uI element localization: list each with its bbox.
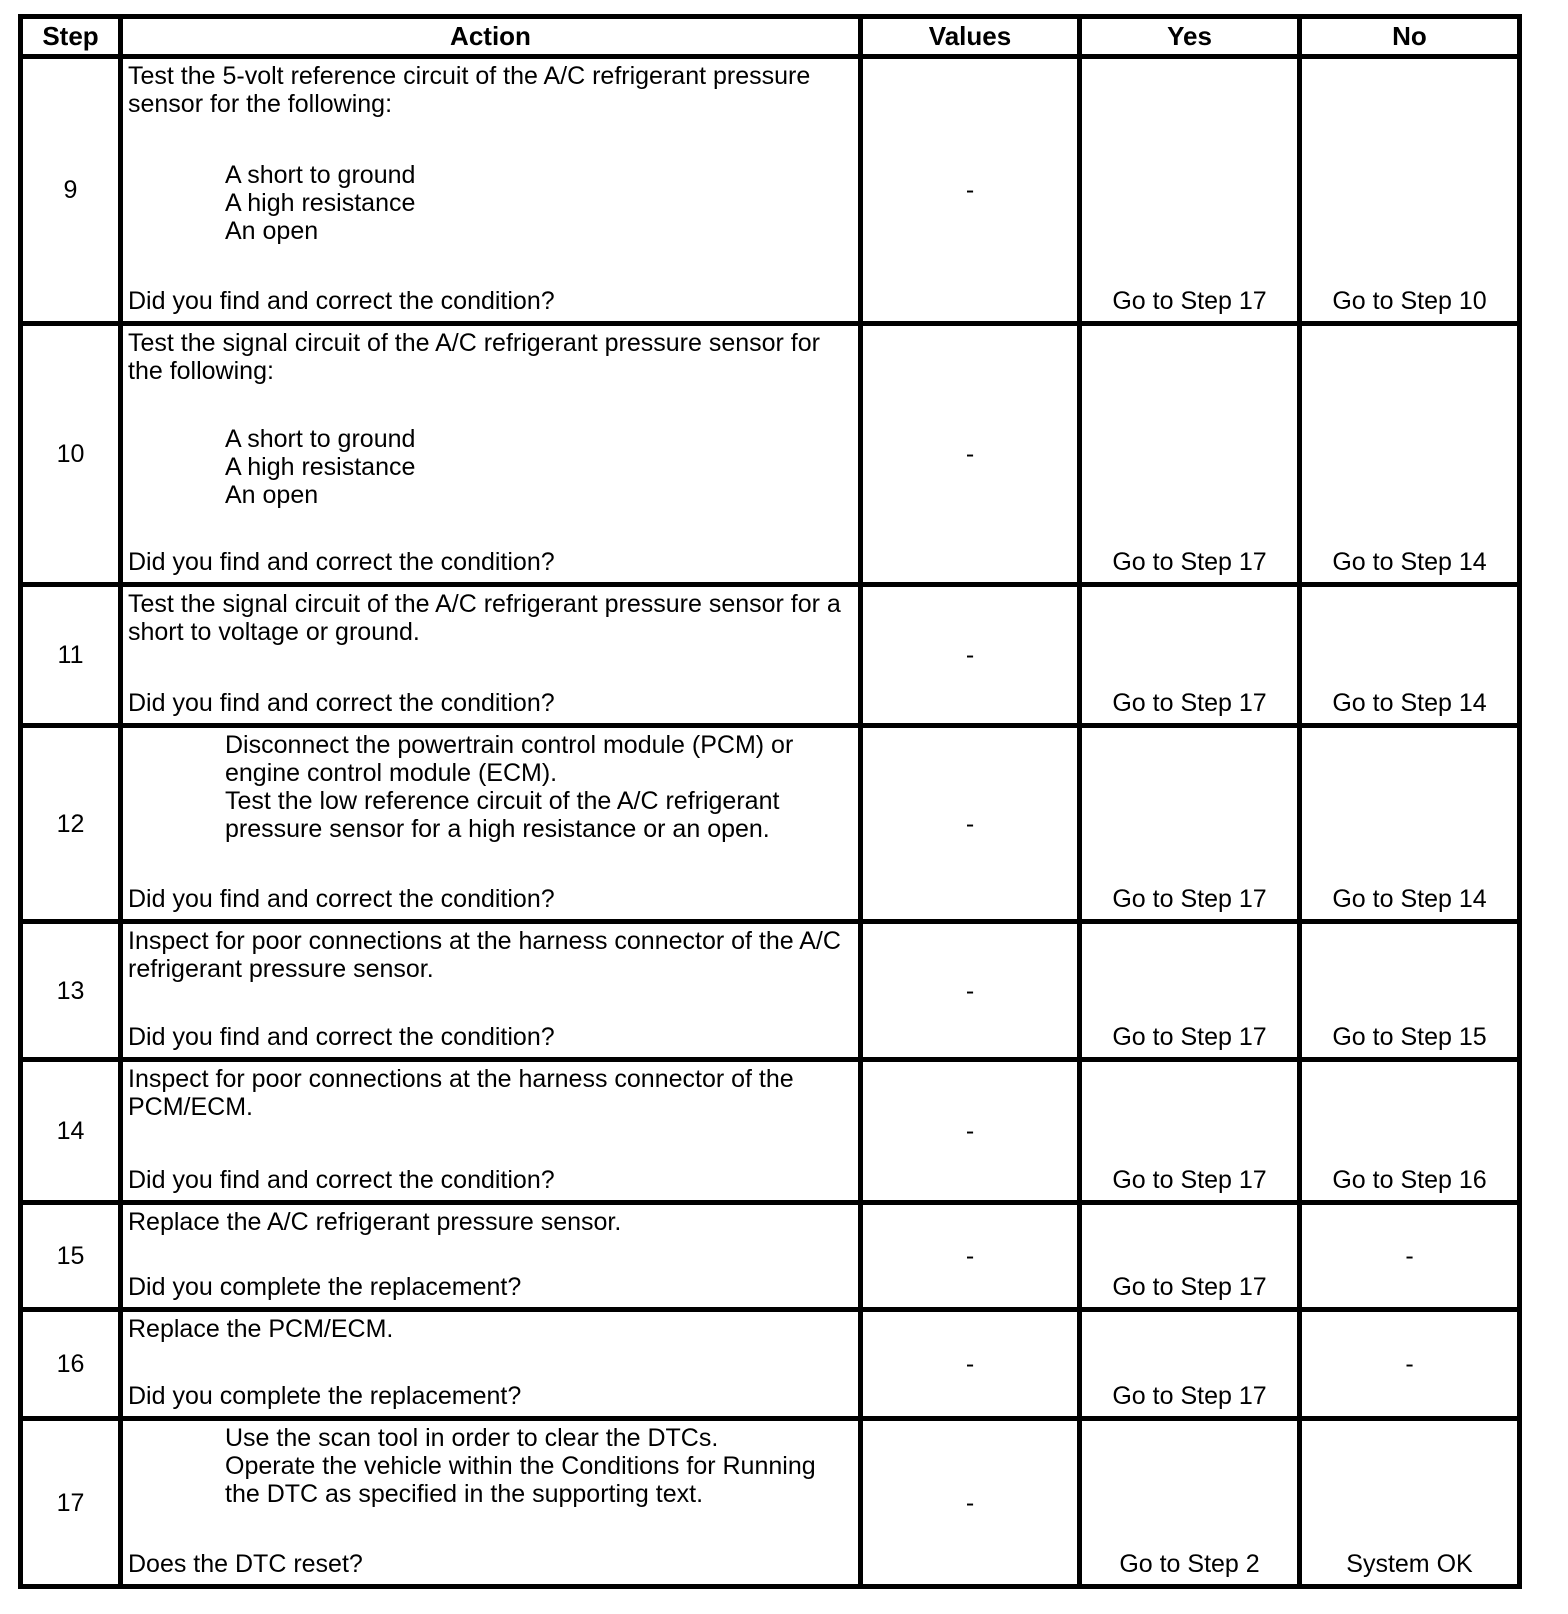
col-header-values: Values <box>861 17 1080 57</box>
action-item-list <box>225 425 415 509</box>
action-question: Did you complete the replacement? <box>128 1273 522 1301</box>
action-cell <box>121 324 861 585</box>
action-content <box>128 731 852 913</box>
action-item: A high resistance <box>225 452 416 481</box>
no-cell: Go to Step 16 <box>1300 1060 1520 1203</box>
action-cell <box>121 1060 861 1203</box>
step-cell <box>21 1203 121 1310</box>
action-intro: Test the signal circuit of the A/C refrigerant pressure sensor for a short to voltage or ground. <box>128 590 841 646</box>
no-cell: Go to Step 14 <box>1300 324 1520 585</box>
action-item: An open <box>225 216 319 245</box>
action-intro: Test the 5-volt reference circuit of the A/C refrigerant pressure sensor for the following: <box>128 62 811 118</box>
no-cell: Go to Step 14 <box>1300 585 1520 726</box>
action-item: A short to ground <box>225 160 416 189</box>
step-number: 13 <box>56 976 85 1005</box>
values-cell: - <box>861 1310 1080 1419</box>
action-item-list <box>225 731 825 843</box>
step-cell <box>21 922 121 1060</box>
action-item: Operate the vehicle within the Conditions for Running the DTC as specified in the supporting text. <box>225 1452 816 1508</box>
action-question: Did you find and correct the condition? <box>128 1166 555 1194</box>
table-row <box>21 1419 1520 1587</box>
table-row <box>21 726 1520 922</box>
col-header-yes: Yes <box>1080 17 1300 57</box>
table-body <box>21 57 1520 1587</box>
action-content <box>128 329 852 576</box>
action-question: Did you find and correct the condition? <box>128 287 555 315</box>
step-number: 9 <box>63 176 78 204</box>
values-cell: - <box>861 726 1080 922</box>
yes-cell: Go to Step 17 <box>1080 726 1300 922</box>
no-cell: - <box>1300 1203 1520 1310</box>
action-intro: Replace the PCM/ECM. <box>128 1315 394 1343</box>
step-number: 16 <box>56 1350 85 1378</box>
step-cell <box>21 1310 121 1419</box>
step-number: 14 <box>56 1117 85 1145</box>
action-item: A short to ground <box>225 424 416 453</box>
step-cell <box>21 324 121 585</box>
action-question: Did you find and correct the condition? <box>128 1023 555 1051</box>
step-cell <box>21 57 121 324</box>
table-row <box>21 1203 1520 1310</box>
table-row <box>21 585 1520 726</box>
yes-cell: Go to Step 17 <box>1080 324 1300 585</box>
col-header-action: Action <box>121 17 861 57</box>
step-cell <box>21 1060 121 1203</box>
no-cell: Go to Step 14 <box>1300 726 1520 922</box>
action-cell <box>121 726 861 922</box>
values-cell: - <box>861 585 1080 726</box>
step-number: 10 <box>56 440 85 468</box>
table-row <box>21 1060 1520 1203</box>
action-question: Did you complete the replacement? <box>128 1382 522 1410</box>
step-cell <box>21 1419 121 1587</box>
yes-cell: Go to Step 17 <box>1080 57 1300 324</box>
no-cell: System OK <box>1300 1419 1520 1587</box>
action-cell <box>121 57 861 324</box>
values-cell: - <box>861 1419 1080 1587</box>
action-item: Test the low reference circuit of the A/C refrigerant pressure sensor for a high resistance or an open. <box>225 787 780 843</box>
action-content <box>128 927 852 1051</box>
no-cell: Go to Step 10 <box>1300 57 1520 324</box>
step-number: 11 <box>57 641 84 669</box>
col-header-no: No <box>1300 17 1520 57</box>
action-intro: Inspect for poor connections at the harness connector of the PCM/ECM. <box>128 1065 794 1121</box>
action-item: A high resistance <box>225 188 416 217</box>
values-cell: - <box>861 1203 1080 1310</box>
values-cell: - <box>861 922 1080 1060</box>
step-cell <box>21 585 121 726</box>
yes-cell: Go to Step 17 <box>1080 585 1300 726</box>
yes-cell: Go to Step 17 <box>1080 922 1300 1060</box>
yes-cell: Go to Step 2 <box>1080 1419 1300 1587</box>
action-cell <box>121 585 861 726</box>
action-item-list <box>225 1424 825 1508</box>
yes-cell: Go to Step 17 <box>1080 1203 1300 1310</box>
action-content <box>128 62 852 315</box>
values-cell: - <box>861 57 1080 324</box>
diagnostic-table <box>18 14 1522 1589</box>
values-cell: - <box>861 324 1080 585</box>
action-content <box>128 1208 852 1301</box>
action-item: Use the scan tool in order to clear the DTCs. <box>225 1424 719 1452</box>
no-cell: Go to Step 15 <box>1300 922 1520 1060</box>
action-cell <box>121 1310 861 1419</box>
table-row <box>21 922 1520 1060</box>
action-intro: Replace the A/C refrigerant pressure sensor. <box>128 1208 622 1236</box>
col-header-step: Step <box>21 17 121 57</box>
action-item: An open <box>225 480 319 509</box>
action-cell <box>121 1203 861 1310</box>
no-cell: - <box>1300 1310 1520 1419</box>
action-item-list <box>225 161 415 245</box>
action-question: Did you find and correct the condition? <box>128 885 555 913</box>
action-intro: Test the signal circuit of the A/C refrigerant pressure sensor for the following: <box>128 329 820 385</box>
table-row <box>21 57 1520 324</box>
table-header <box>21 17 1520 57</box>
action-question: Does the DTC reset? <box>128 1550 363 1578</box>
header-row <box>21 17 1520 57</box>
action-content <box>128 590 852 717</box>
action-content <box>128 1424 852 1578</box>
yes-cell: Go to Step 17 <box>1080 1310 1300 1419</box>
action-item: Disconnect the powertrain control module (PCM) or engine control module (ECM). <box>225 731 794 787</box>
step-number: 12 <box>56 809 85 838</box>
table-row <box>21 1310 1520 1419</box>
step-number: 17 <box>56 1488 85 1517</box>
action-content <box>128 1065 852 1194</box>
action-cell <box>121 1419 861 1587</box>
action-intro: Inspect for poor connections at the harness connector of the A/C refrigerant pressure sensor. <box>128 927 841 983</box>
yes-cell: Go to Step 17 <box>1080 1060 1300 1203</box>
table-row <box>21 324 1520 585</box>
values-cell: - <box>861 1060 1080 1203</box>
action-content <box>128 1315 852 1410</box>
step-cell <box>21 726 121 922</box>
action-cell <box>121 922 861 1060</box>
action-question: Did you find and correct the condition? <box>128 548 555 576</box>
step-number: 15 <box>56 1242 85 1270</box>
action-question: Did you find and correct the condition? <box>128 689 555 717</box>
